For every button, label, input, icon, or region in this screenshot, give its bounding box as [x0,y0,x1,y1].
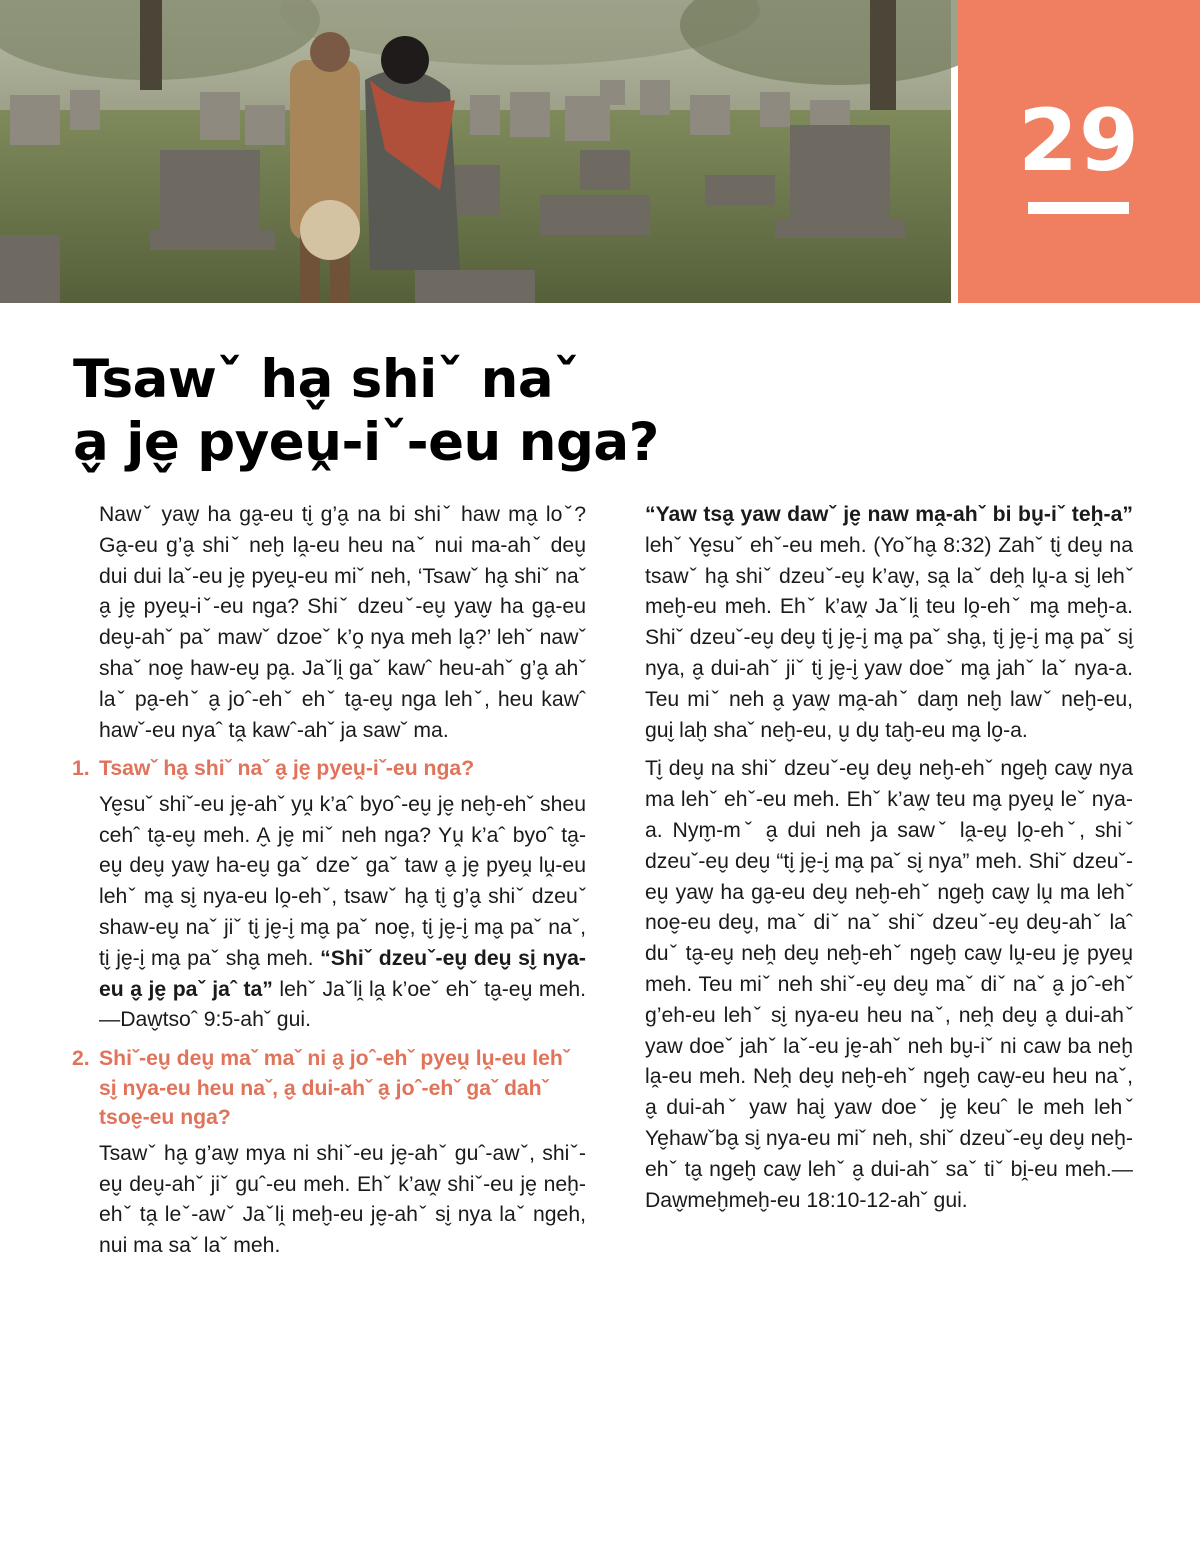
section-2-paragraph-continued [645,500,1133,746]
left-column [72,500,586,1258]
paragraph-text: lehˇ Ye̬suˇ ehˇ-eu meh. (Yoˇha̬ 8:32) Zahˇ ti̬ deu̬ na tsawˇ ha̬ shiˇ dzeuˇ-eu̬ k’aw̬, sa̭ laˇ deh̭ lṷ-a si̬ lehˇ meh̬-eu meh. Ehˇ k’aw̭ Jaˇli̭ teu lo̭-ehˇ ma̬ meh̬-a. Shiˇ dzeuˇ-eu̬ deu̬ ti̬ je̬-i̬ ma̬ paˇ sha̬, ti̬ je̬-i̬ ma̬ paˇ si̬ nya, a̬ dui-ahˇ jiˇ ti̬ je̬-i̬ yaw doeˇ ma̬ jahˇ laˇ nya-a. Teu miˇ neh a̬ yaw̭ ma̭-ahˇ dam̬ neh̬ lawˇ neh̬-eu, gui̬ lah̬ shaˇ neh̬-eu, u̬ du̬ tah̬-eu ma̬ lo̬-a. [645,533,1133,742]
paragraph-text: Tsawˇ ha̬ g’aw̬ mya ni shiˇ-eu je̬-ahˇ guˆ-awˇ, shiˇ-eu̬ deu̬-ahˇ jiˇ guˆ-eu meh. Ehˇ k’aw̭ shiˇ-eu je̬ neh̬-ehˇ ta̭ leˇ-awˇ Jaˇli̭ meh̬-eu je̬-ahˇ si̬ nya laˇ ngeh, nui ma saˇ laˇ meh. [99,1141,586,1258]
paragraph-text: Ye̬suˇ shiˇ-eu je̬-ahˇ yṷ k’aˆ byoˆ-eu̬ je̬ neh̬-ehˇ sheu cehˆ ta̬-eu̬ meh. A̬ je̬ miˇ neh nga? Yṷ k’aˆ byoˆ ta̬-eu̬ deu̬ yaw̬ ha-eu̬ gaˇ dzeˇ gaˇ taw a̬ je̬ pyeṷ lṷ-eu lehˇ ma̬ si̬ nya-eu lo̭-ehˇ, tsawˇ ha̬ ti̬ g’a̬ shiˇ dzeuˇ shaw-eu̬ naˇ jiˇ ti̬ je̬-i̬ ma̬ paˇ noe̬, ti̬ je̬-i̬ ma̬ paˇ naˇ, ti̬ je̬-i̬ ma̬ paˇ sha̬ meh. [99,792,586,970]
intro-paragraph: Nawˇ yaw̬ ha ga̬-eu ti̬ g’a̬ na bi shiˇ haw ma̬ loˇ? Ga̬-eu g’a̬ shiˇ neh̬ la̭-eu heu naˇ nui ma-ahˇ deu̬ dui dui laˇ-eu je̬ pyeṷ-eu miˇ neh, ‘Tsawˇ ha̬ shiˇ naˇ a̬ je̬ pyeṷ-iˇ-eu nga? Shiˇ dzeuˇ-eu̬ yaw̬ ha ga̬-eu deu̬-ahˇ paˇ mawˇ dzoeˇ k’o̭ nya meh la̬?’ lehˇ nawˇ shaˇ noe̬ haw-eu̬ pa̬. Jaˇli̭ gaˇ kawˆ heu-ahˇ g’a̬ ahˇ laˇ pa̬-ehˇ a̬ joˆ-ehˇ ehˇ ta̬-eu̬ nga lehˇ, heu kawˆ hawˇ-eu nyaˆ ta̭ kawˆ-ahˇ ja sawˇ ma. [99,503,586,742]
page-title [73,348,659,474]
cemetery-photo-illustration [0,0,951,303]
scripture-quote: “Shiˇ dzeuˇ-eu̬ deu̬ si̬ nya-eu a̬ je̬ paˇ jaˆ ta” [99,946,586,1001]
lesson-number-block [958,0,1200,303]
section-2-paragraph-2: Ti̬ deu̬ na shiˇ dzeuˇ-eu̬ deu̬ neh̬-ehˇ ngeh̬ caw̬ nya ma lehˇ ehˇ-eu meh. Ehˇ k’aw̭ teu ma̬ pyeṷ leˇ nya-a. Nym̬-mˇ a̬ dui neh ja sawˇ la̭-eu̬ lo̭-ehˇ, shiˇ dzeuˇ-eu̬ deu̬ “ti̬ je̬-i̬ ma̬ paˇ si̬ nya” meh. Shiˇ dzeuˇ-eu̬ yaw̬ ha ga̬-eu deu̬ neh̬-ehˇ ngeh̬ caw̬ lṷ ma lehˇ noe̬-eu deu̬, maˇ diˇ naˇ shiˇ dzeuˇ-eu̬ deu̬-ahˇ laˆ duˇ ta̬-eu̬ neh̭ deu̬ neh̬-ehˇ ngeh̬ caw̬ lṷ-eu je̬ pyeṷ meh. Teu miˇ neh shiˇ-eu̬ deu̬ maˇ diˇ naˇ a̬ joˆ-ehˇ g’eh-eu lehˇ si̬ nya-eu heu naˇ, neh̭ deu̬ a̬ dui-ahˇ yaw doeˇ jahˇ laˇ-eu je̬-ahˇ neh bu̬-iˇ ni caw ba neh̬ la̭-eu meh. Neh̭ deu̬ neh̬-ehˇ ngeh̬ caw̬-eu heu naˇ, a̬ dui-ahˇ yaw hai̬ yaw doeˇ je̬ keuˆ le meh lehˇ Ye̬hawˇba̬ si̬ nya-eu miˇ neh, shiˇ dzeuˇ-eu̬ deu̬ neh̬-ehˇ ta̬ ngeh̬ caw̬ lehˇ a̬ dui-ahˇ saˇ tiˇ bi̭-eu meh.—Daw̬meh̬meh̬-eu 18:10-12-ahˇ gui. [645,757,1133,1212]
lesson-number-underline [1028,202,1129,214]
section-1-paragraph [72,790,586,1036]
title-line-2: a̬ je̬ pyeṷ-iˇ-eu nga? [73,412,659,474]
question-number: 2. [72,1047,90,1071]
right-column [645,500,1133,1224]
section-2-paragraph-start [72,1139,586,1258]
question-text: Tsawˇ ha̬ shiˇ naˇ a̬ je̬ pyeṷ-iˇ-eu nga? [99,757,475,781]
paragraph-text: lehˇ Jaˇli̭ la̭ k’oeˇ ehˇ ta̬-eu̬ meh.—Daw̬tsoˆ 9:5-ahˇ gui. [99,977,586,1032]
cemetery-photo [0,0,951,303]
question-text: Shiˇ-eu̬ deu̬ maˇ maˇ ni a̬ joˆ-ehˇ pyeṷ lṷ-eu lehˇ si̬ nya-eu heu naˇ, a̬ dui-ahˇ a̬ joˆ-ehˇ gaˇ dahˇ tsoe̬-eu nga? [99,1047,570,1130]
question-2-heading [72,1044,586,1133]
title-line-1: Tsawˇ ha̬ shiˇ naˇ [73,349,580,410]
scripture-quote: “Yaw tsa̬ yaw dawˇ je̬ naw ma̭-ahˇ bi bu̬-iˇ teh̭-a” [645,503,1133,526]
question-number: 1. [72,757,90,781]
question-1-heading [72,754,586,784]
lesson-number: 29 [1018,91,1140,191]
